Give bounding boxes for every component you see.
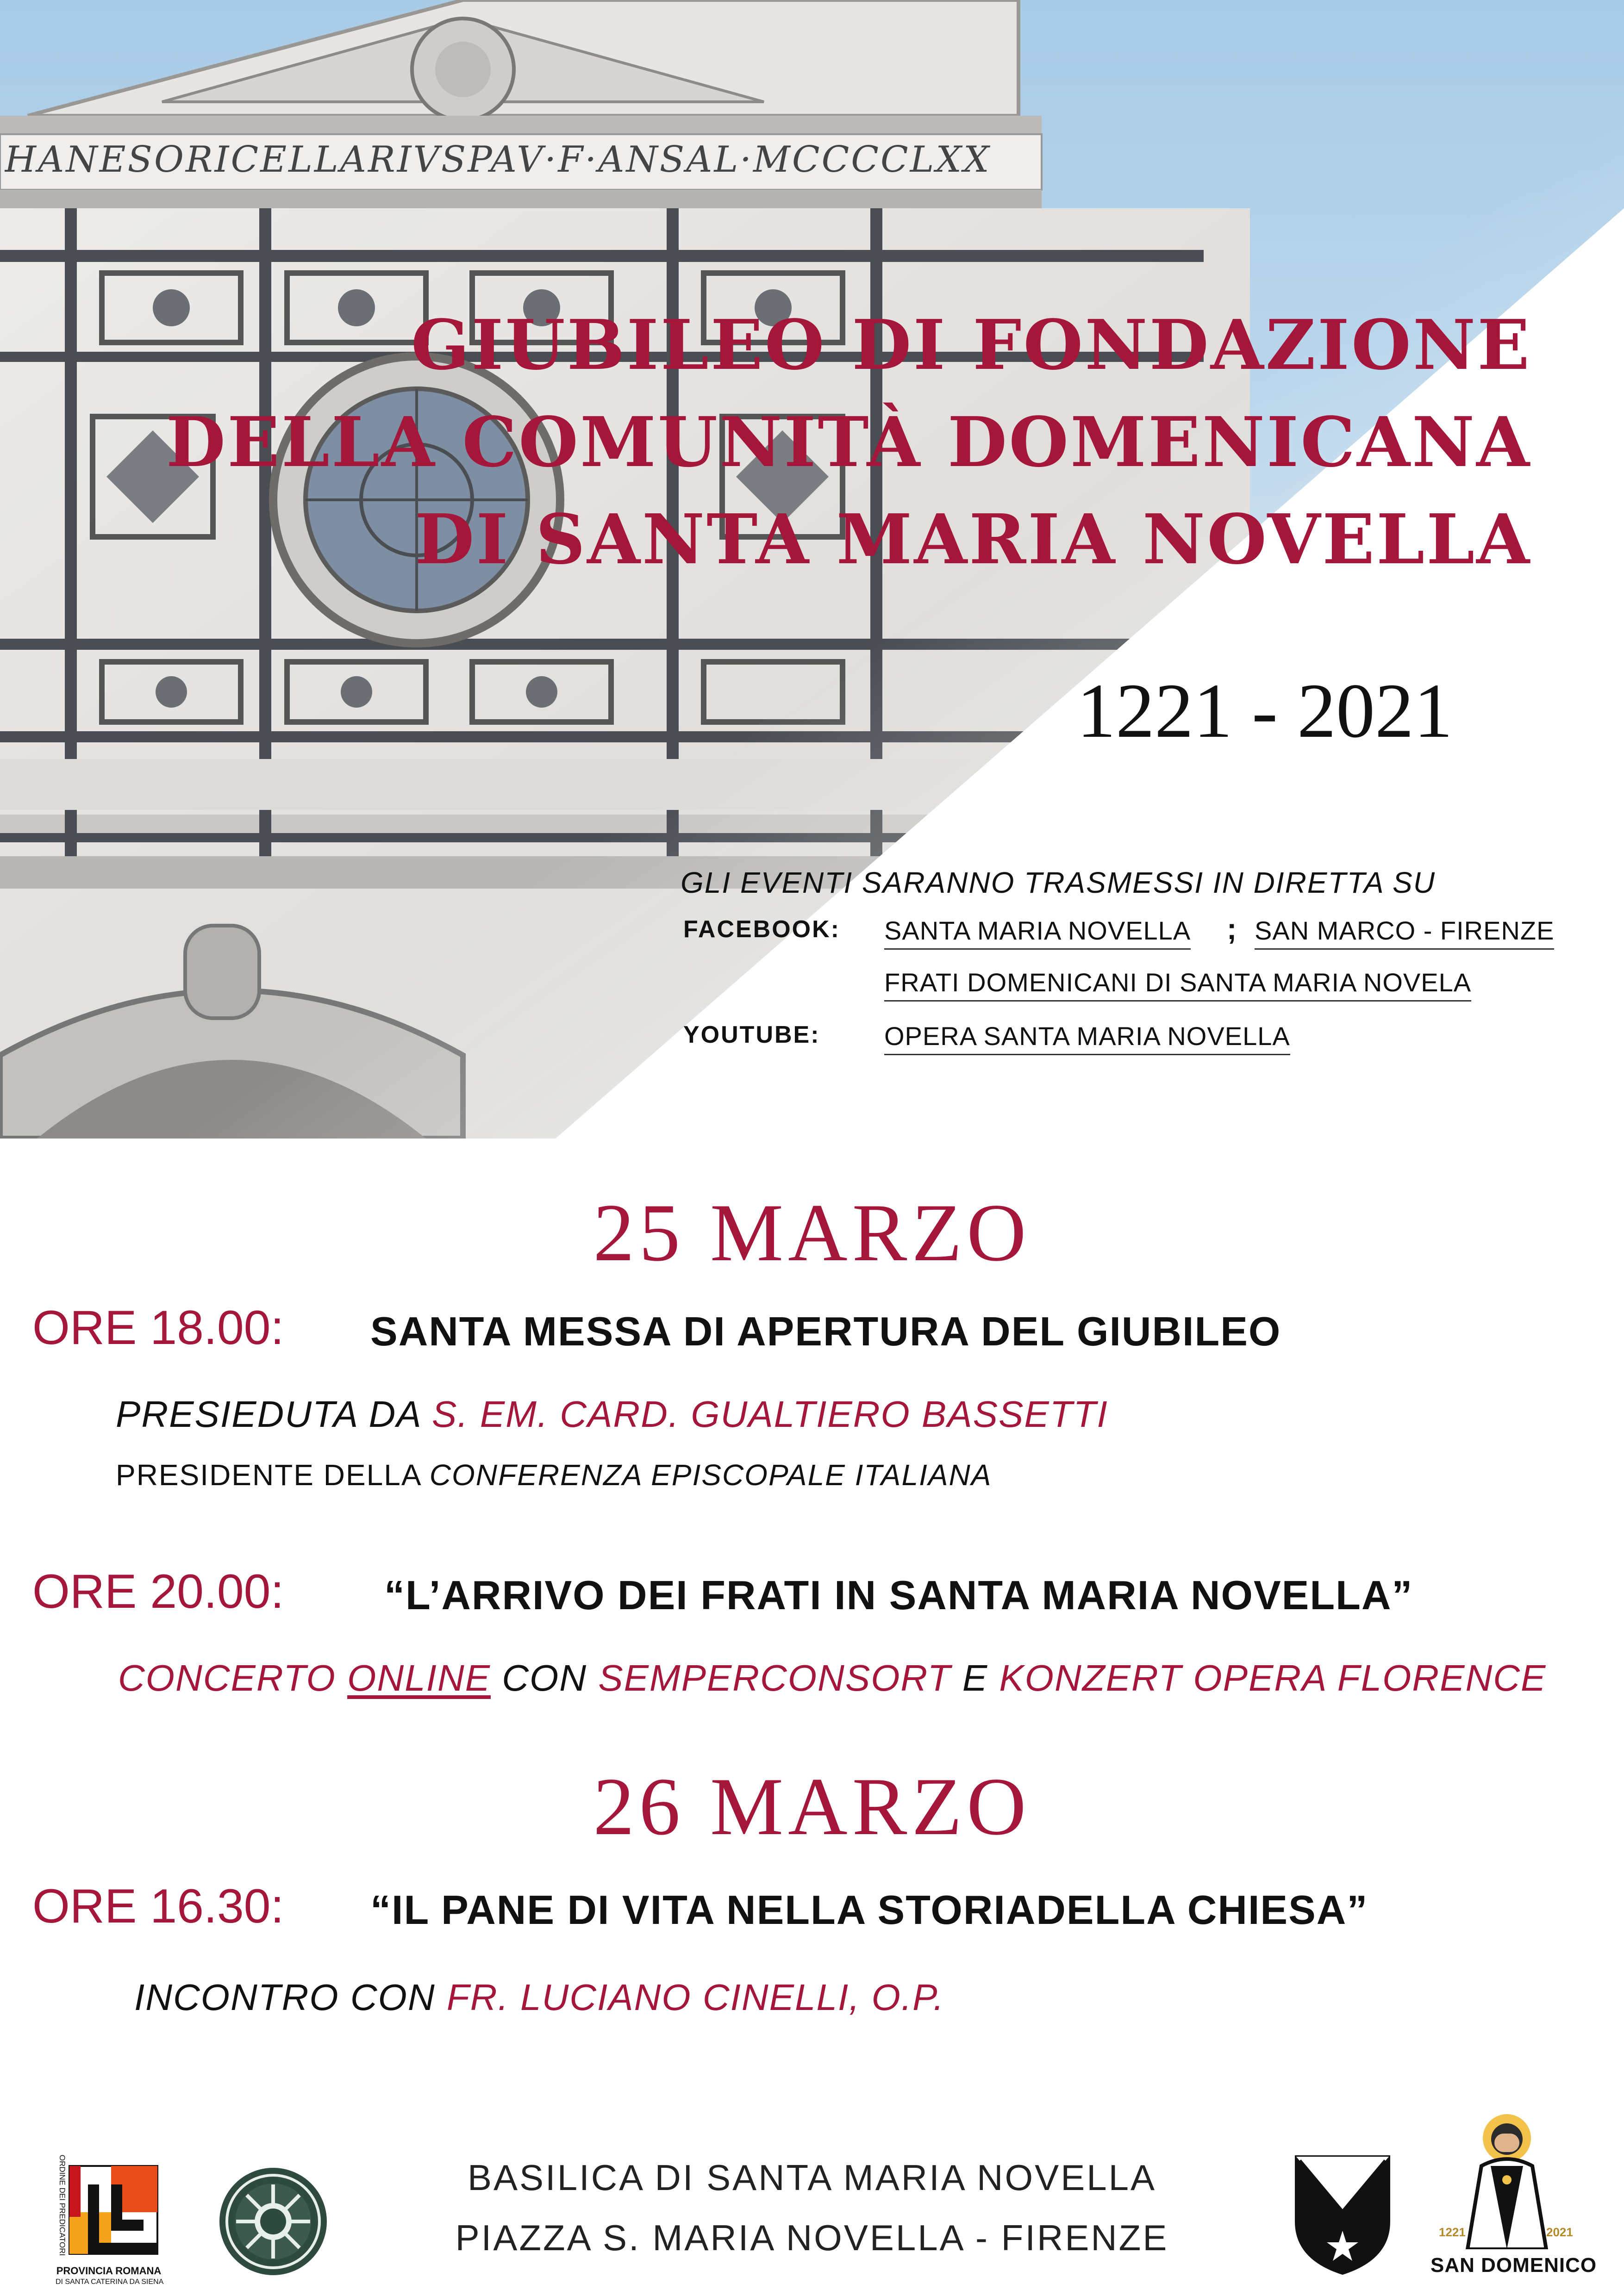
- day1-event2-time: ORE 20.00:: [32, 1565, 284, 1618]
- link-separator: ;: [1227, 912, 1237, 946]
- youtube-label: YOUTUBE:: [683, 1021, 820, 1048]
- facebook-row: [681, 909, 1560, 961]
- meeting-prefix: INCONTRO CON: [134, 1977, 447, 2018]
- title-line-1: GIUBILEO DI FONDAZIONE: [411, 305, 1531, 385]
- concert-semperconsort: SEMPERCONSORT: [598, 1657, 951, 1699]
- day2-date: 26 MARZO: [593, 1761, 1031, 1852]
- concert-c3: CON: [490, 1657, 599, 1699]
- role-org: CONFERENZA EPISCOPALE ITALIANA: [429, 1458, 992, 1492]
- logo4-years-right: 2021: [1546, 2225, 1573, 2239]
- day1-event1-time: ORE 18.00:: [32, 1301, 284, 1355]
- logo1-vertical-text: ORDINE DEI PREDICATORI: [58, 2154, 67, 2256]
- day1-event2-title: “L’ARRIVO DEI FRATI IN SANTA MARIA NOVELLA”: [384, 1572, 1413, 1618]
- day1-event1-role: [116, 1458, 992, 1492]
- facebook-link-san-marco[interactable]: SAN MARCO - FIRENZE: [1255, 915, 1554, 950]
- jubilee-years: 1221 - 2021: [1077, 668, 1453, 754]
- facebook-link-santa-maria-novella[interactable]: SANTA MARIA NOVELLA: [884, 915, 1191, 950]
- event-title: [143, 296, 1531, 588]
- youtube-link-opera[interactable]: OPERA SANTA MARIA NOVELLA: [884, 1021, 1290, 1055]
- facebook-label: FACEBOOK:: [683, 916, 840, 943]
- san-domenico-logo: [1430, 2110, 1597, 2291]
- concert-konzert: KONZERT OPERA FLORENCE: [999, 1657, 1547, 1699]
- broadcast-intro: GLI EVENTI SARANNO TRASMESSI IN DIRETTA SU: [681, 866, 1436, 899]
- concert-c1: CONCERTO: [118, 1657, 348, 1699]
- logo4-name: SAN DOMENICO: [1430, 2254, 1597, 2277]
- shield-icon: [1292, 2152, 1393, 2277]
- address-line-2: PIAZZA S. MARIA NOVELLA - FIRENZE: [455, 2217, 1169, 2258]
- dominican-shield-logo: [1292, 2152, 1393, 2277]
- day2-event1-title: “IL PANE DI VITA NELLA STORIADELLA CHIESA”: [370, 1887, 1368, 1933]
- logo1-line1: PROVINCIA ROMANA: [56, 2265, 162, 2277]
- youtube-row: [681, 1014, 1560, 1066]
- facebook-link-frati-domenicani[interactable]: FRATI DOMENICANI DI SANTA MARIA NOVELA: [884, 967, 1471, 1002]
- logo1-line2: DI SANTA CATERINA DA SIENA: [56, 2278, 164, 2286]
- address-line-1: BASILICA DI SANTA MARIA NOVELLA: [467, 2157, 1157, 2198]
- day1-date: 25 MARZO: [593, 1187, 1031, 1278]
- facade-inscription: HANESORICELLARIVSPAV·F·ANSAL·MCCCCLXX: [5, 139, 991, 180]
- day1-event1-title: SANTA MESSA DI APERTURA DEL GIUBILEO: [370, 1308, 1281, 1354]
- concert-online: ONLINE: [347, 1657, 491, 1699]
- day1-event2-concert: [118, 1657, 1546, 1699]
- concert-c5: E: [951, 1657, 999, 1699]
- day1-event1-presider: [116, 1393, 1108, 1436]
- broadcast-info: [681, 865, 1560, 1066]
- role-prefix: PRESIDENTE DELLA: [116, 1458, 430, 1492]
- presider-prefix: PRESIEDUTA DA: [116, 1394, 432, 1435]
- title-line-3: DI SANTA MARIA NOVELLA: [415, 499, 1531, 579]
- meeting-speaker: FR. LUCIANO CINELLI, O.P.: [446, 1977, 945, 2018]
- day2-event1-meeting: [134, 1976, 944, 2019]
- logo4-years-left: 1221: [1439, 2225, 1466, 2239]
- day2-event1-time: ORE 16.30:: [32, 1879, 284, 1933]
- presider-name: S. EM. CARD. GUALTIERO BASSETTI: [431, 1394, 1108, 1435]
- title-line-2: DELLA COMUNITÀ DOMENICANA: [166, 402, 1531, 482]
- facebook-row-2: [681, 961, 1560, 1013]
